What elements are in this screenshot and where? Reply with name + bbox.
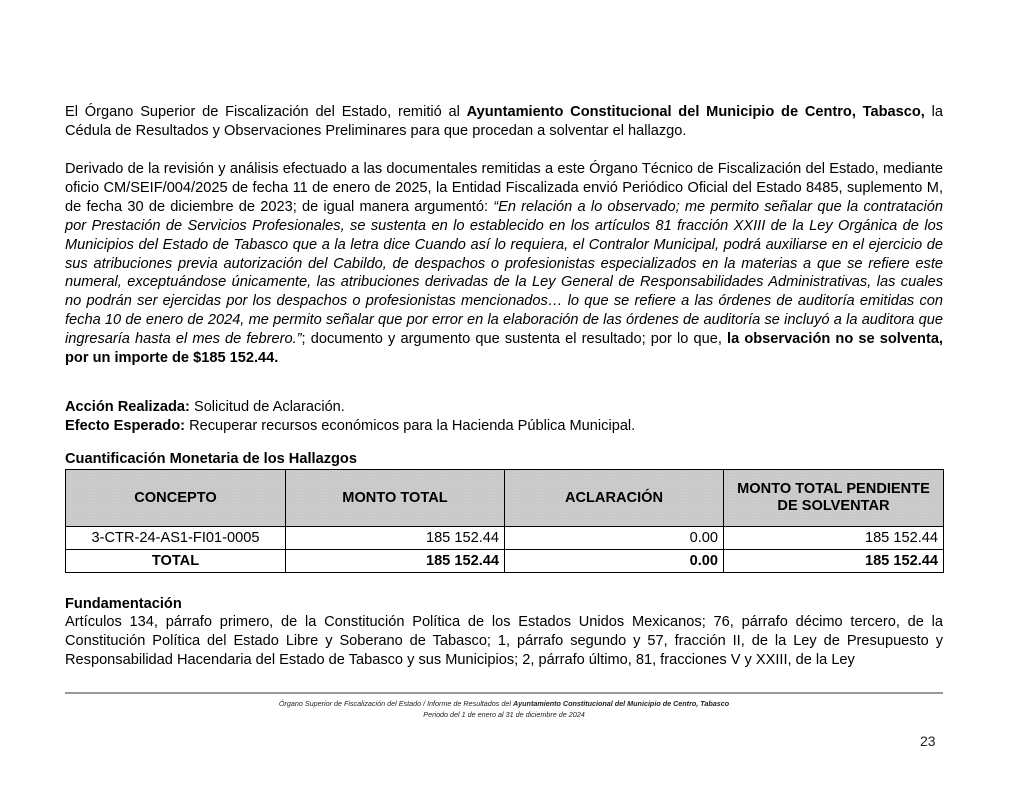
paragraph-remision [65,103,943,141]
footer-line-2: Periodo del 1 de enero al 31 de diciembre de 2024 [423,710,585,719]
footer-divider [65,692,943,694]
entity-name: Ayuntamiento Constitucional del Municipio de Centro, Tabasco, [466,104,925,120]
header-monto-total: MONTO TOTAL [286,470,505,527]
table-title: Cuantificación Monetaria de los Hallazgos [65,451,357,467]
header-pendiente: MONTO TOTAL PENDIENTE DE SOLVENTAR [724,470,944,527]
text: El Órgano Superior de Fiscalización del Estado, remitió al [65,104,467,120]
table-total-row [66,550,944,573]
accion-label: Acción Realizada: [65,399,190,415]
accion-realizada [65,398,943,417]
footer-entity: Ayuntamiento Constitucional del Municipio de Centro, Tabasco [512,699,730,708]
cell-concepto: 3-CTR-24-AS1-FI01-0005 [66,527,286,550]
hallazgos-table-wrap [65,469,943,573]
footer-text: Órgano Superior de Fiscalización del Estado / Informe de Resultados del [278,699,513,708]
cell-pendiente: 185 152.44 [724,527,944,550]
header-concepto: CONCEPTO [66,470,286,527]
hallazgos-table [65,469,944,573]
text: Derivado de la revisión y análisis efectuado a las documentales remitidas a este Órgano Técnico de Fiscalización del Estado, mediante oficio CM/SEIF/004/2025 de fecha 11 de enero de 2025, la Entidad Fiscalizada envió Periódico Oficial del Estado 8485, suplemento M, de fecha 30 de diciembre de 2023; de igual manera argumentó: [65,161,943,215]
footer-line-1 [65,698,943,709]
text: la Cédula de Resultados y Observaciones Preliminares para que procedan a solventar el hallazgo. [65,104,943,139]
efecto-label: Efecto Esperado: [65,417,186,434]
fundamentacion-title: Fundamentación [65,596,182,612]
efecto-esperado [65,417,943,436]
header-aclaracion: ACLARACIÓN [505,470,724,527]
table-row [66,527,944,550]
accion-value: Solicitud de Aclaración. [189,399,345,415]
total-aclaracion: 0.00 [505,550,724,573]
efecto-value: Recuperar recursos económicos para la Hacienda Pública Municipal. [185,417,636,434]
cell-aclaracion: 0.00 [505,527,724,550]
actions-block [65,398,943,436]
conclusion: la observación no se solventa, por un importe de $185 152.44. [65,331,943,367]
paragraph-analisis [65,160,943,368]
table-header-row [66,470,944,527]
fundamentacion-text: Artículos 134, párrafo primero, de la Constitución Política de los Estados Unidos Mexicanos; 76, párrafo décimo tercero, de la Constitución Política del Estado Libre y Soberano de Tabasco; 1, párrafo segundo y 57, fracción II, de la Ley de Presupuesto y Responsabilidad Hacendaria del Estado de Tabasco y sus Municipios; 2, párrafo último, 81, fracciones V y XXIII, de la Ley [65,614,943,668]
page-footer [65,698,943,720]
total-label: TOTAL [66,550,286,573]
text: ; documento y argumento que sustenta el resultado; por lo que, [301,331,728,348]
quoted-argument: “En relación a lo observado; me permito señalar que la contratación por Prestación de Servicios Profesionales, se sustenta en lo establecido en los artículos 81 fracción XXIII de la Ley Orgánica de los Municipios del Estado de Tabasco que a la letra dice Cuando así lo requiera, el Contralor Municipal, podrá auxiliarse en el ejercicio de sus atribuciones previa autorización del Cabildo, de despachos o profesionistas especializados en la materias a que se refiere este numeral, exceptuándose únicamente, las atribuciones derivadas de la Ley General de Responsabilidades Administrativas, las cuales no podrán ser ejercidas por los despachos o profesionistas mencionados… lo que se refiere a las órdenes de auditoría emitidas con fecha 10 de enero de 2024, me permito señalar que por error en la elaboración de las órdenes de auditoría se incluyó a la auditora que ingresaría hasta el mes de febrero.” [65,198,943,348]
total-pendiente: 185 152.44 [724,550,944,573]
page-number: 23 [920,733,936,749]
total-monto: 185 152.44 [286,550,505,573]
cell-monto-total: 185 152.44 [286,527,505,550]
